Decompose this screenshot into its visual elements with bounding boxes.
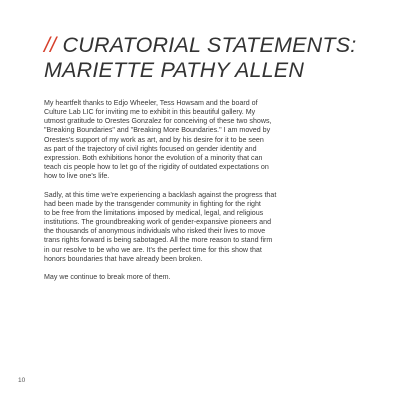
text-line: Culture Lab LIC for inviting me to exhibit in this beautiful gallery. My [44,108,256,117]
text-line: in our resolve to be who we are. It's the perfect time for this show that [44,245,262,254]
statement-body [44,99,362,291]
title-line-1 [44,33,384,58]
text-line: as part of the trajectory of civil rights focused on gender identity and [44,144,257,153]
text-line: Sadly, at this time we're experiencing a backlash against the progress that [44,190,277,199]
page-title [44,33,384,83]
paragraph-1 [44,99,362,181]
paragraph-2 [44,191,362,264]
text-line: "Breaking Boundaries" and "Breaking More Boundaries." I am moved by [44,126,271,135]
text-line: to be free from the limitations imposed by medical, legal, and religious [44,208,264,217]
text-line: the thousands of anonymous individuals who risked their lives to move [44,227,266,236]
text-line: My heartfelt thanks to Edjo Wheeler, Tess Howsam and the board of [44,99,258,107]
text-line: utmost gratitude to Orestes Gonzalez for conceiving of these two shows, [44,117,272,126]
text-line: how to live one's life. [44,172,110,181]
text-line: had been made by the transgender community in fighting for the right [44,199,261,208]
text-line: trans rights forward is being sabotaged. All the more reason to stand firm [44,236,273,245]
title-text-1: CURATORIAL STATEMENTS: [62,33,357,57]
text-line: institutions. The groundbreaking work of gender-expansive pioneers and [44,218,272,227]
title-accent-slashes: // [44,33,57,57]
paragraph-3 [44,273,362,282]
text-line: honors boundaries that have already been broken. [44,254,203,263]
text-line: expression. Both exhibitions honor the evolution of a minority that can [44,153,263,162]
text-line: May we continue to break more of them. [44,273,171,282]
text-line: Orestes's support of my work as art, and by his desire for it to be seen [44,135,264,144]
page-number: 10 [18,377,26,384]
title-line-2: MARIETTE PATHY ALLEN [44,58,305,82]
text-line: teach cis people how to let go of the rigidity of outdated expectations on [44,163,269,172]
